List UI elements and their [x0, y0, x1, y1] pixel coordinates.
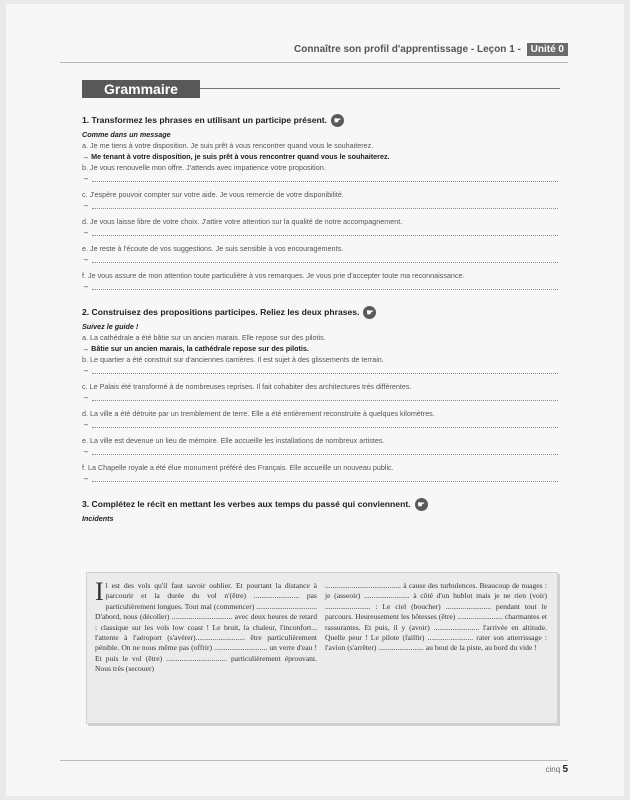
- ex2-model-question: a. La cathédrale a été bâtie sur un ancien marais. Elle repose sur des pilotis.: [82, 333, 326, 342]
- section-banner: [82, 80, 560, 98]
- hand-icon: ☛: [331, 114, 344, 127]
- ex1-model-answer: → Me tenant à votre disposition, je suis prêt à vous rencontrer quand vous le souhaiterez.: [82, 152, 390, 161]
- header-title: Connaître son profil d'apprentissage - Leçon 1 -: [294, 44, 521, 55]
- ex3-subtitle: Incidents: [82, 514, 114, 523]
- header-divider: [60, 62, 568, 63]
- ex1-model-question: a. Je me tiens à votre disposition. Je suis prêt à vous rencontrer quand vous le souhaiterez.: [82, 141, 374, 150]
- ex2-item-b: b. Le quartier a été construit sur d'anciennes carrières. Il est sujet à des glissements de terrain.: [82, 355, 384, 364]
- answer-line[interactable]: →: [82, 446, 558, 455]
- ex3-title: [82, 498, 558, 511]
- answer-line[interactable]: →: [82, 365, 558, 374]
- hand-icon: ☛: [363, 306, 376, 319]
- ex1-title: [82, 114, 558, 127]
- ex2-item-f: f. La Chapelle royale a été élue monument préféré des Français. Elle accueille un nouveau public.: [82, 463, 394, 472]
- story-right-text: ........................................ à cause des turbulences. Beaucoup de nuages : je (asseoir) ........................ à côté d'un hublot mais je ne rien (voir) ........................ : Le ciel (boucher) ........................ pendant tout le parcours. Heureusement les hôtesses (être) ........................ charmantes et rassurantes. Et puis, il y (avoir) ........................ l'arrivée en altitude. Quelle peur ! Le pilote (faillir) ........................ rater son atterrissage : l'avion (s'arrêter) ........................ au bout de la piste, au bord du vide !: [325, 581, 547, 653]
- story-left-column[interactable]: [95, 577, 317, 675]
- page-header: [6, 44, 568, 55]
- answer-line[interactable]: →: [82, 473, 558, 482]
- story-box: [86, 572, 558, 724]
- ex2-item-e: e. La ville est devenue un lieu de mémoire. Elle accueille les installations de nombreux artistes.: [82, 436, 385, 445]
- banner-rule: [200, 88, 560, 89]
- answer-line[interactable]: →: [82, 281, 558, 290]
- ex2-title-text: 2. Construisez des propositions participes. Reliez les deux phrases.: [82, 307, 360, 317]
- story-right-column[interactable]: [325, 581, 547, 654]
- ex1-item-f: f. Je vous assure de mon attention toute particulière à vos remarques. Je vous prie d'accepter toute ma reconnaissance.: [82, 271, 465, 280]
- answer-line[interactable]: →: [82, 227, 558, 236]
- answer-line[interactable]: →: [82, 392, 558, 401]
- ex1-item-d: d. Je vous laisse libre de votre choix. J'attire votre attention sur la qualité de notre accompagnement.: [82, 217, 403, 226]
- ex3-title-text: 3. Complétez le récit en mettant les verbes aux temps du passé qui conviennent.: [82, 499, 411, 509]
- story-left-text: l est des vols qu'il faut savoir oublier. Et pourtant la distance à parcourir et la durée du vol n'(être) ........................ pas particulièrement longues. Tout mal (commencer) ................................ D'abord, nous (décoller) ................................ avec deux heures de retard : classique sur les vols low coast ! Le bruit, la chaleur, l'inconfort... l'attente à l'aéroport (s'avérer).......................... être particulièrement pénible. On ne nous même pas (offrir) ............................ un verre d'eau ! Et puis le vol (être) ................................ particulièrement éprouvant. Nous très (secouer): [95, 581, 317, 674]
- drop-cap: I: [95, 577, 104, 606]
- answer-line[interactable]: →: [82, 200, 558, 209]
- ex2-subtitle: Suivez le guide !: [82, 322, 139, 331]
- page-number: 5: [562, 764, 568, 775]
- ex1-subtitle: Comme dans un message: [82, 130, 171, 139]
- grammar-title: Grammaire: [82, 80, 200, 98]
- ex2-model-answer: → Bâtie sur un ancien marais, la cathédrale repose sur des pilotis.: [82, 344, 309, 353]
- page-footer: [546, 764, 568, 775]
- ex1-title-text: 1. Transformez les phrases en utilisant un participe présent.: [82, 115, 327, 125]
- unit-badge: Unité 0: [527, 43, 568, 56]
- page-word: cinq: [545, 765, 561, 774]
- workbook-page: [6, 4, 624, 796]
- ex2-item-d: d. La ville a été détruite par un tremblement de terre. Elle a été entièrement reconstruite à quelques kilomètres.: [82, 409, 435, 418]
- answer-line[interactable]: →: [82, 419, 558, 428]
- answer-line[interactable]: →: [82, 254, 558, 263]
- answer-line[interactable]: →: [82, 173, 558, 182]
- footer-divider: [60, 760, 568, 761]
- ex1-item-b: b. Je vous renouvelle mon offre. J'attends avec impatience votre proposition.: [82, 163, 326, 172]
- hand-icon: ☛: [415, 498, 428, 511]
- exercises: [82, 110, 558, 523]
- ex2-item-c: c. Le Palais été transformé à de nombreuses reprises. Il fait cohabiter des architectures très différentes.: [82, 382, 412, 391]
- ex1-item-e: e. Je reste à l'écoute de vos suggestions. Je suis sensible à vos encouragements.: [82, 244, 344, 253]
- ex2-title: [82, 306, 558, 319]
- ex1-item-c: c. J'espère pouvoir compter sur votre aide. Je vous remercie de votre disponibilité.: [82, 190, 344, 199]
